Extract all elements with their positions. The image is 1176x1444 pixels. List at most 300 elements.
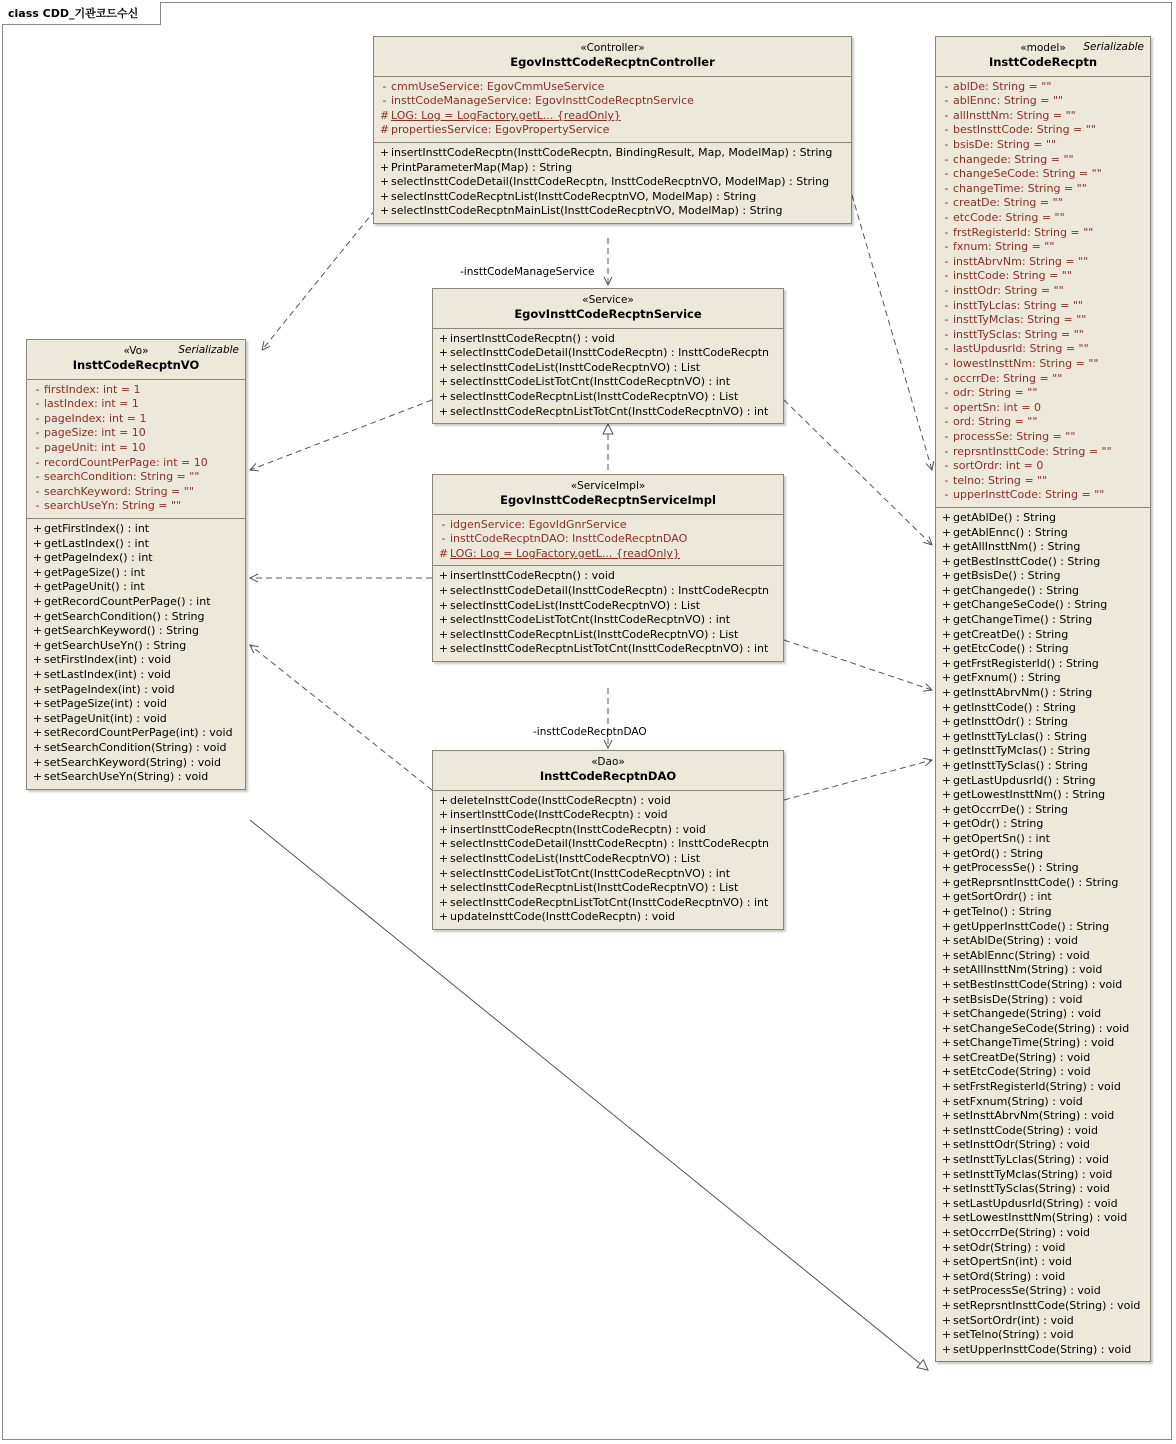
visibility: + [941, 1153, 952, 1167]
operation-row [940, 847, 1146, 862]
member-text: getAblEnnc() : String [953, 525, 1068, 539]
attribute-row [940, 386, 1146, 401]
attribute-row [31, 470, 241, 485]
member-text: bsisDe: String = "" [953, 138, 1057, 152]
attribute-row [31, 383, 241, 398]
operation-row [940, 978, 1146, 993]
visibility: - [944, 459, 949, 473]
visibility: + [941, 1123, 952, 1137]
visibility: - [944, 371, 949, 385]
operation-row [940, 511, 1146, 526]
attribute-row [940, 138, 1146, 153]
member-text: setSortOrdr(int) : void [953, 1313, 1074, 1327]
operation-row [31, 522, 241, 537]
member-text: setFirstIndex(int) : void [44, 653, 172, 667]
class-stereotype: «Dao» [591, 756, 625, 768]
attribute-row [940, 430, 1146, 445]
member-text: selectInsttCodeDetail(InsttCodeRecptn) : InsttCodeRecptn [450, 837, 770, 851]
operation-row [940, 832, 1146, 847]
visibility: + [32, 624, 43, 638]
member-text: setInsttAbrvNm(String) : void [953, 1109, 1115, 1123]
member-text: getChangeTime() : String [953, 613, 1093, 627]
visibility: + [941, 759, 952, 772]
visibility: + [941, 977, 952, 991]
visibility: + [32, 522, 43, 536]
visibility: + [438, 866, 449, 880]
operation-row [940, 1328, 1146, 1343]
visibility: - [944, 94, 949, 108]
operation-row [378, 161, 847, 176]
member-text: selectInsttCodeListTotCnt(InsttCodeRecptnVO) : int [450, 613, 731, 627]
visibility: + [941, 1182, 952, 1196]
member-text: setOccrrDe(String) : void [953, 1226, 1091, 1239]
member-text: setTelno(String) : void [953, 1328, 1074, 1342]
attribute-row [940, 445, 1146, 460]
operation-row [940, 642, 1146, 657]
class-stereotype: «model» [1020, 42, 1066, 54]
member-text: selectInsttCodeDetail(InsttCodeRecptn) : InsttCodeRecptn [450, 584, 770, 598]
member-text: setFxnum(String) : void [953, 1094, 1083, 1108]
visibility: + [941, 890, 952, 904]
operation-row [437, 867, 779, 882]
visibility: + [941, 1036, 952, 1050]
member-text: getSortOrdr() : int [953, 890, 1052, 904]
visibility: + [32, 536, 43, 550]
class-name: EgovInsttCodeRecptnController [510, 55, 715, 70]
operation-row [940, 730, 1146, 745]
attribute-row [940, 313, 1146, 328]
visibility: + [32, 682, 43, 696]
member-text: ablDe: String = "" [953, 79, 1052, 93]
visibility: - [35, 470, 40, 484]
member-text: getFirstIndex() : int [44, 522, 150, 536]
member-text: insttAbrvNm: String = "" [953, 254, 1089, 268]
member-text: insertInsttCode(InsttCodeRecptn) : void [450, 808, 668, 822]
visibility: + [941, 744, 952, 758]
member-text: cmmUseService: EgovCmmUseService [391, 79, 605, 93]
attribute-row [940, 299, 1146, 314]
visibility: + [941, 729, 952, 743]
visibility: + [941, 583, 952, 597]
member-text: getBsisDe() : String [953, 569, 1061, 583]
operation-row [31, 639, 241, 654]
member-text: setInsttTyLclas(String) : void [953, 1153, 1109, 1167]
visibility: - [35, 382, 40, 396]
attribute-row [940, 474, 1146, 489]
attributes-section [936, 77, 1150, 508]
operation-row [437, 642, 779, 657]
operation-row [940, 701, 1146, 716]
visibility: - [944, 269, 949, 283]
member-text: changeTime: String = "" [953, 181, 1087, 195]
operation-row [940, 1095, 1146, 1110]
attribute-row [940, 269, 1146, 284]
visibility: + [941, 875, 952, 889]
member-text: getPageUnit() : int [44, 580, 145, 594]
class-header [433, 475, 783, 515]
class-header [374, 37, 851, 77]
edge-label-insttcoderecptndao: -insttCodeRecptnDAO [533, 726, 647, 738]
member-text: setChangeTime(String) : void [953, 1036, 1115, 1050]
attributes-section [27, 380, 245, 519]
operation-row [437, 375, 779, 390]
operation-row [940, 1138, 1146, 1153]
visibility: + [941, 642, 952, 656]
operation-row [940, 1182, 1146, 1197]
member-text: getSearchKeyword() : String [44, 624, 199, 638]
visibility: - [35, 499, 40, 513]
member-text: setChangeSeCode(String) : void [953, 1021, 1130, 1035]
operations-section [433, 329, 783, 424]
operation-row [437, 599, 779, 614]
visibility: - [944, 123, 949, 137]
visibility: + [941, 861, 952, 875]
operation-row [378, 146, 847, 161]
member-text: selectInsttCodeList(InsttCodeRecptnVO) : List [450, 598, 701, 612]
visibility: - [944, 342, 949, 356]
visibility: - [944, 254, 949, 268]
attribute-row [940, 240, 1146, 255]
member-text: lowestInsttNm: String = "" [953, 356, 1099, 370]
visibility: + [941, 1050, 952, 1064]
operation-row [31, 770, 241, 785]
visibility: + [941, 1109, 952, 1123]
member-text: getEtcCode() : String [953, 642, 1069, 656]
operation-row [31, 551, 241, 566]
visibility: + [941, 934, 952, 948]
visibility: + [438, 822, 449, 836]
member-text: setInsttCode(String) : void [953, 1123, 1098, 1137]
member-text: getPageSize() : int [44, 565, 145, 579]
operation-row [437, 823, 779, 838]
operation-row [31, 566, 241, 581]
member-text: ablEnnc: String = "" [953, 94, 1064, 108]
attribute-row [940, 328, 1146, 343]
member-text: insttTyLclas: String = "" [953, 298, 1083, 312]
member-text: selectInsttCodeList(InsttCodeRecptnVO) : List [450, 852, 701, 866]
attribute-row [437, 518, 779, 533]
member-text: LOG: Log = LogFactory.getL... {readOnly} [450, 546, 680, 560]
member-text: insttTyMclas: String = "" [953, 313, 1087, 327]
visibility: + [438, 346, 449, 360]
member-text: LOG: Log = LogFactory.getL... {readOnly} [391, 108, 621, 122]
visibility: + [941, 1080, 952, 1094]
operation-row [437, 896, 779, 911]
member-text: selectInsttCodeList(InsttCodeRecptnVO) : List [450, 360, 701, 374]
operation-row [31, 610, 241, 625]
member-text: getFxnum() : String [953, 671, 1061, 685]
visibility: + [941, 831, 952, 845]
attribute-row [940, 401, 1146, 416]
member-text: getBestInsttCode() : String [953, 554, 1101, 568]
operation-row [437, 852, 779, 867]
visibility: - [944, 284, 949, 297]
visibility: + [941, 773, 952, 787]
visibility: + [32, 565, 43, 579]
class-header [433, 289, 783, 329]
operation-row [940, 671, 1146, 686]
attribute-row [378, 123, 847, 138]
member-text: selectInsttCodeListTotCnt(InsttCodeRecptnVO) : int [450, 375, 731, 389]
member-text: selectInsttCodeRecptnMainList(InsttCodeRecptnVO, ModelMap) : String [391, 204, 783, 218]
operation-row [437, 837, 779, 852]
member-text: getOrd() : String [953, 846, 1044, 860]
member-text: setLowestInsttNm(String) : void [953, 1211, 1128, 1225]
member-text: sortOrdr: int = 0 [953, 459, 1044, 473]
class-stereotype: «ServiceImpl» [570, 480, 646, 492]
visibility: + [32, 653, 43, 667]
member-text: fxnum: String = "" [953, 240, 1055, 254]
attribute-row [940, 255, 1146, 270]
member-text: selectInsttCodeRecptnListTotCnt(InsttCodeRecptnVO) : int [450, 404, 769, 418]
member-text: changeSeCode: String = "" [953, 167, 1102, 181]
visibility: - [35, 484, 40, 498]
operation-row [940, 817, 1146, 832]
member-text: PrintParameterMap(Map) : String [391, 160, 573, 174]
operation-row [940, 876, 1146, 891]
member-text: setInsttOdr(String) : void [953, 1138, 1090, 1152]
member-text: setReprsntInsttCode(String) : void [953, 1298, 1141, 1312]
operation-row [378, 204, 847, 219]
visibility: - [944, 356, 949, 370]
class-name: EgovInsttCodeRecptnService [514, 307, 702, 322]
operation-row [940, 540, 1146, 555]
visibility: + [32, 726, 43, 740]
visibility: - [382, 79, 387, 93]
visibility: + [32, 580, 43, 594]
member-text: insttCode: String = "" [953, 269, 1072, 283]
operation-row [940, 861, 1146, 876]
visibility: + [941, 700, 952, 714]
operation-row [437, 613, 779, 628]
visibility: + [941, 1065, 952, 1079]
operation-row [437, 405, 779, 420]
visibility: + [941, 715, 952, 729]
member-text: etcCode: String = "" [953, 211, 1065, 225]
operation-row [940, 715, 1146, 730]
operation-row [437, 569, 779, 584]
member-text: getOccrrDe() : String [953, 802, 1069, 816]
operation-row [940, 1051, 1146, 1066]
visibility: + [941, 554, 952, 568]
operation-row [940, 890, 1146, 905]
member-text: searchCondition: String = "" [44, 470, 200, 484]
visibility: + [941, 1328, 952, 1342]
member-text: selectInsttCodeRecptnList(InsttCodeRecptnVO) : List [450, 881, 739, 895]
member-text: pageIndex: int = 1 [44, 411, 147, 425]
visibility: + [941, 569, 952, 583]
visibility: + [941, 846, 952, 860]
member-text: changede: String = "" [953, 152, 1074, 166]
member-text: getAblDe() : String [953, 510, 1056, 524]
visibility: - [944, 298, 949, 312]
class-header [433, 751, 783, 791]
attribute-row [437, 532, 779, 547]
visibility: + [438, 837, 449, 851]
visibility: + [941, 802, 952, 816]
operation-row [437, 390, 779, 405]
member-text: insttTySclas: String = "" [953, 327, 1084, 341]
operation-row [437, 628, 779, 643]
attribute-row [378, 109, 847, 124]
class-egovinsttcoderecptncontroller[interactable] [373, 36, 852, 224]
member-text: setPageUnit(int) : void [44, 711, 167, 725]
member-text: insertInsttCodeRecptn() : void [450, 331, 615, 345]
attribute-row [940, 226, 1146, 241]
operation-row [437, 910, 779, 925]
visibility: - [944, 240, 949, 254]
operation-row [31, 668, 241, 683]
operation-row [940, 555, 1146, 570]
visibility: + [32, 667, 43, 681]
operation-row [437, 361, 779, 376]
member-text: pageUnit: int = 10 [44, 441, 146, 455]
attribute-row [940, 415, 1146, 430]
visibility: - [944, 167, 949, 181]
operation-row [31, 697, 241, 712]
visibility: - [441, 517, 446, 531]
operation-row [940, 949, 1146, 964]
attribute-row [940, 167, 1146, 182]
member-text: selectInsttCodeDetail(InsttCodeRecptn, InsttCodeRecptnVO, ModelMap) : String [391, 175, 830, 189]
visibility: + [379, 160, 390, 174]
attribute-row [31, 397, 241, 412]
member-text: setSearchUseYn(String) : void [44, 770, 209, 784]
member-text: upperInsttCode: String = "" [953, 488, 1105, 502]
operation-row [31, 726, 241, 741]
visibility: + [438, 910, 449, 924]
class-egovinsttcoderecptnserviceimpl[interactable] [432, 474, 784, 662]
member-text: setLastIndex(int) : void [44, 667, 171, 681]
visibility: - [944, 79, 949, 93]
visibility: + [32, 609, 43, 623]
operation-row [940, 584, 1146, 599]
operations-section [936, 508, 1150, 1361]
operation-row [940, 1168, 1146, 1183]
visibility: + [379, 204, 390, 218]
visibility: + [32, 711, 43, 725]
visibility: + [438, 584, 449, 598]
operation-row [31, 537, 241, 552]
visibility: + [941, 1269, 952, 1283]
visibility: + [941, 686, 952, 700]
class-name: InsttCodeRecptn [988, 55, 1098, 70]
class-insttcoderecptn[interactable] [935, 36, 1151, 1362]
visibility: - [944, 429, 949, 443]
operation-row [940, 526, 1146, 541]
operation-row [31, 595, 241, 610]
visibility: + [438, 569, 449, 583]
member-text: getRecordCountPerPage() : int [44, 595, 211, 608]
member-text: opertSn: int = 0 [953, 400, 1042, 414]
operation-row [31, 580, 241, 595]
visibility: + [941, 992, 952, 1006]
member-text: insttCodeManageService: EgovInsttCodeRecptnService [391, 94, 694, 108]
operations-section [433, 791, 783, 929]
visibility: + [438, 793, 449, 807]
attribute-row [940, 357, 1146, 372]
visibility: + [438, 613, 449, 627]
member-text: setInsttTySclas(String) : void [953, 1182, 1110, 1196]
member-text: getLastUpdusrId() : String [953, 773, 1096, 787]
member-text: lastUpdusrId: String = "" [953, 342, 1089, 356]
operation-row [940, 759, 1146, 774]
class-egovinsttcoderecptnservice[interactable] [432, 288, 784, 424]
attribute-row [940, 123, 1146, 138]
class-insttcoderecptnvo[interactable] [26, 339, 246, 790]
operation-row [940, 1299, 1146, 1314]
operation-row [437, 808, 779, 823]
class-insttcoderecptndao[interactable] [432, 750, 784, 930]
visibility: + [941, 919, 952, 933]
class-stereotype: «Vo» [123, 345, 149, 357]
member-text: lastIndex: int = 1 [44, 397, 139, 411]
member-text: setOpertSn(int) : void [953, 1255, 1072, 1269]
attribute-row [437, 547, 779, 562]
member-text: getOdr() : String [953, 817, 1044, 831]
visibility: + [941, 1298, 952, 1312]
operation-row [940, 803, 1146, 818]
member-text: idgenService: EgovIdGnrService [450, 517, 627, 531]
operation-row [940, 657, 1146, 672]
operation-row [940, 1022, 1146, 1037]
visibility: - [944, 138, 949, 152]
attribute-row [31, 456, 241, 471]
operation-row [437, 794, 779, 809]
visibility: + [941, 948, 952, 962]
operation-row [940, 934, 1146, 949]
visibility: + [32, 638, 43, 652]
visibility: + [379, 146, 390, 160]
visibility: - [944, 152, 949, 166]
member-text: setInsttTyMclas(String) : void [953, 1167, 1113, 1181]
operation-row [940, 1197, 1146, 1212]
operation-row [31, 741, 241, 756]
member-text: getInsttCode() : String [953, 700, 1076, 714]
member-text: searchUseYn: String = "" [44, 499, 182, 513]
attribute-row [940, 80, 1146, 95]
visibility: + [379, 175, 390, 189]
visibility: + [32, 740, 43, 754]
visibility: + [438, 360, 449, 374]
member-text: processSe: String = "" [953, 429, 1076, 443]
visibility: - [944, 211, 949, 225]
operation-row [940, 1007, 1146, 1022]
operation-row [940, 686, 1146, 701]
diagram-frame-label: class CDD_기관코드수신 [2, 2, 161, 25]
visibility: # [379, 108, 390, 122]
class-header [936, 37, 1150, 77]
visibility: + [941, 1211, 952, 1225]
operation-row [940, 613, 1146, 628]
attribute-row [31, 485, 241, 500]
member-text: getInsttTyMclas() : String [953, 744, 1091, 758]
visibility: + [438, 808, 449, 822]
operation-row [940, 1226, 1146, 1241]
member-text: setAblEnnc(String) : void [953, 948, 1090, 962]
member-text: selectInsttCodeRecptnList(InsttCodeRecptnVO) : List [450, 627, 739, 641]
operation-row [940, 628, 1146, 643]
member-text: frstRegisterId: String = "" [953, 225, 1094, 239]
member-text: setChangede(String) : void [953, 1007, 1102, 1021]
visibility: + [941, 1196, 952, 1210]
member-text: telno: String = "" [953, 473, 1048, 487]
member-text: getTelno() : String [953, 904, 1052, 918]
visibility: + [941, 627, 952, 641]
member-text: selectInsttCodeDetail(InsttCodeRecptn) : InsttCodeRecptn [450, 346, 770, 360]
visibility: + [32, 755, 43, 769]
visibility: + [32, 770, 43, 784]
